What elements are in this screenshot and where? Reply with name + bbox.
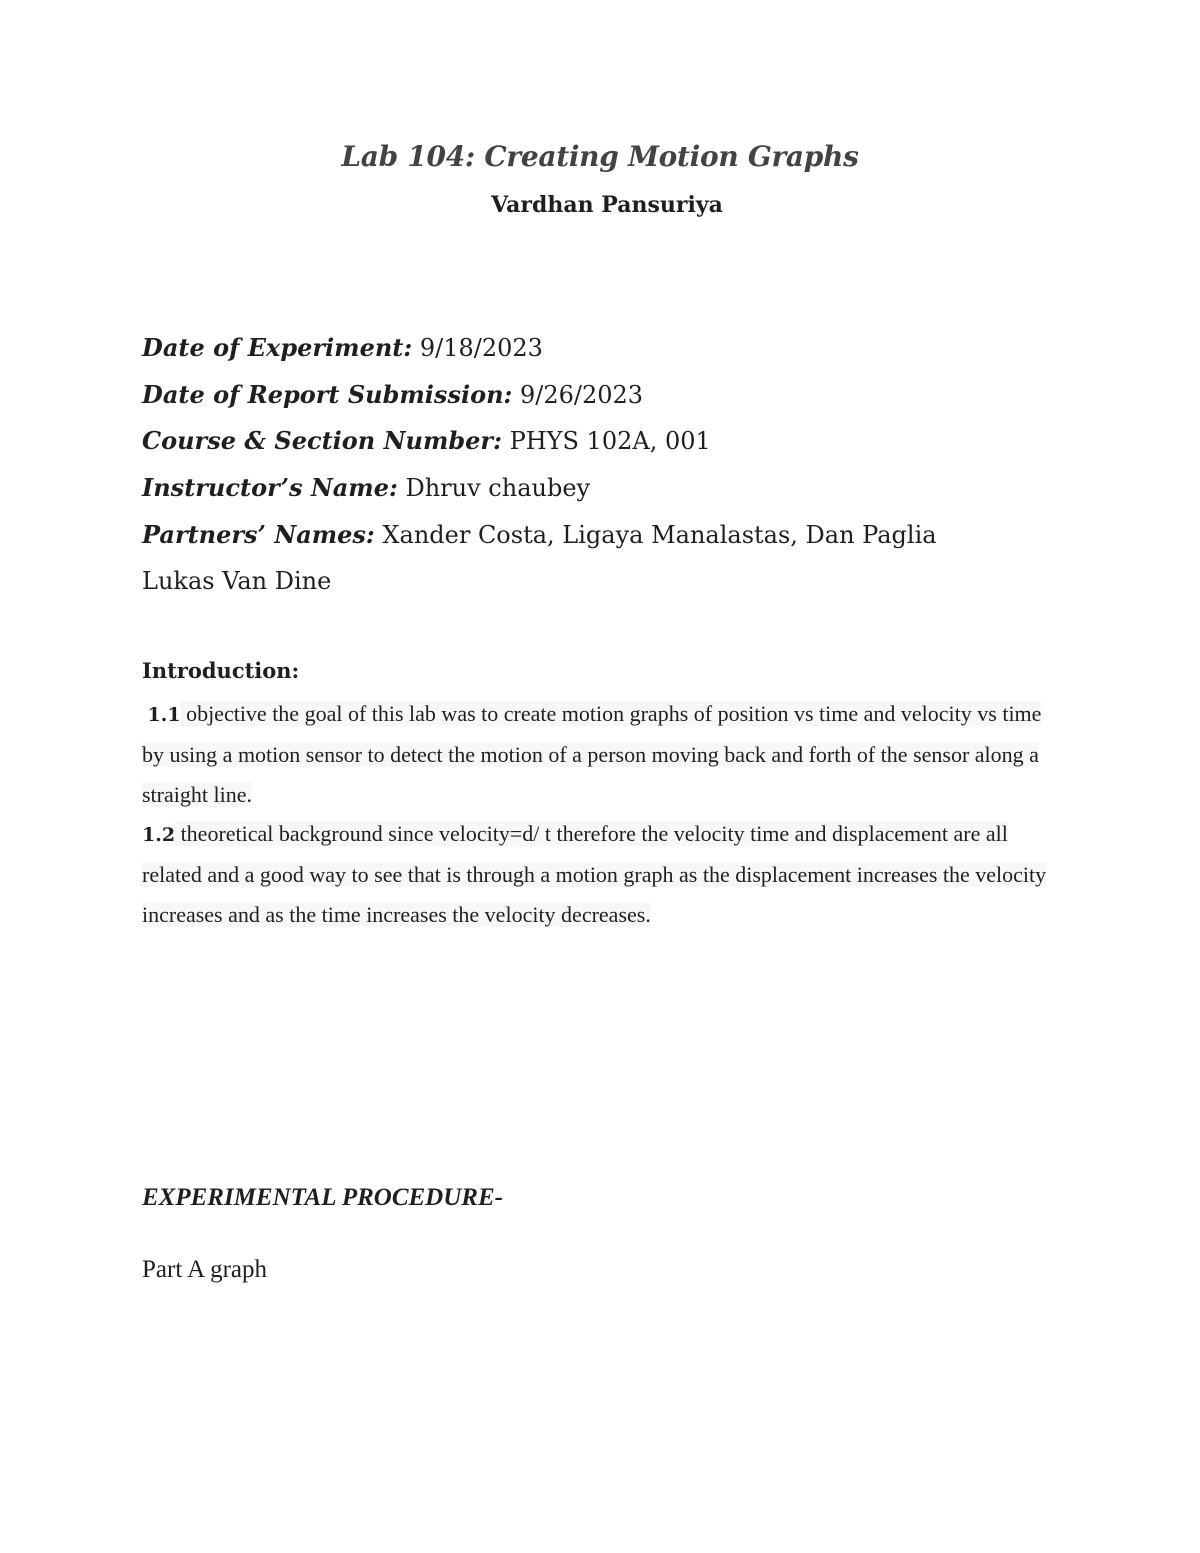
date-of-submission-value: 9/26/2023: [512, 381, 644, 409]
date-of-submission-label: Date of Report Submission:: [142, 380, 513, 409]
partners-names: [142, 520, 937, 550]
date-of-experiment-label: Date of Experiment:: [142, 333, 413, 362]
paragraph-number: 1.1: [147, 704, 181, 726]
instructor-name-value: Dhruv chaubey: [397, 474, 591, 502]
date-of-experiment: [142, 333, 543, 363]
paragraph-text: theoretical background since velocity=d/ t therefore the velocity time and displacement are all related and a good way to see that is through a motion graph as the displacement increases the velocity increases and as the time increases the velocity decreases.: [142, 821, 1047, 927]
partners-names-continued: [142, 566, 331, 596]
document-title: Lab 104: Creating Motion Graphs: [341, 140, 859, 173]
author-name: Vardhan Pansuriya: [491, 192, 723, 218]
partners-continued-value: Lukas Van Dine: [142, 567, 332, 595]
course-section-label: Course & Section Number:: [142, 426, 502, 455]
part-a-label: Part A graph: [142, 1256, 267, 1283]
paragraph-number: 1.2: [142, 824, 176, 846]
experimental-procedure-heading: EXPERIMENTAL PROCEDURE-: [142, 1184, 503, 1211]
introduction-paragraph-objective: [142, 694, 1062, 815]
date-of-experiment-value: 9/18/2023: [412, 334, 543, 362]
date-of-submission: [142, 380, 643, 410]
introduction-heading: Introduction:: [142, 658, 300, 683]
instructor-name: [142, 473, 590, 503]
paragraph-text: objective the goal of this lab was to create motion graphs of position vs time and velocity vs time by using a motion sensor to detect the motion of a person moving back and forth of the sensor along a straight line.: [142, 701, 1042, 807]
partners-names-value: Xander Costa, Ligaya Manalastas, Dan Paglia: [374, 521, 937, 549]
course-section-value: PHYS 102A, 001: [501, 427, 711, 455]
instructor-name-label: Instructor’s Name:: [142, 473, 398, 502]
course-section: [142, 426, 711, 456]
introduction-paragraph-background: [142, 814, 1062, 935]
partners-names-label: Partners’ Names:: [142, 520, 375, 549]
